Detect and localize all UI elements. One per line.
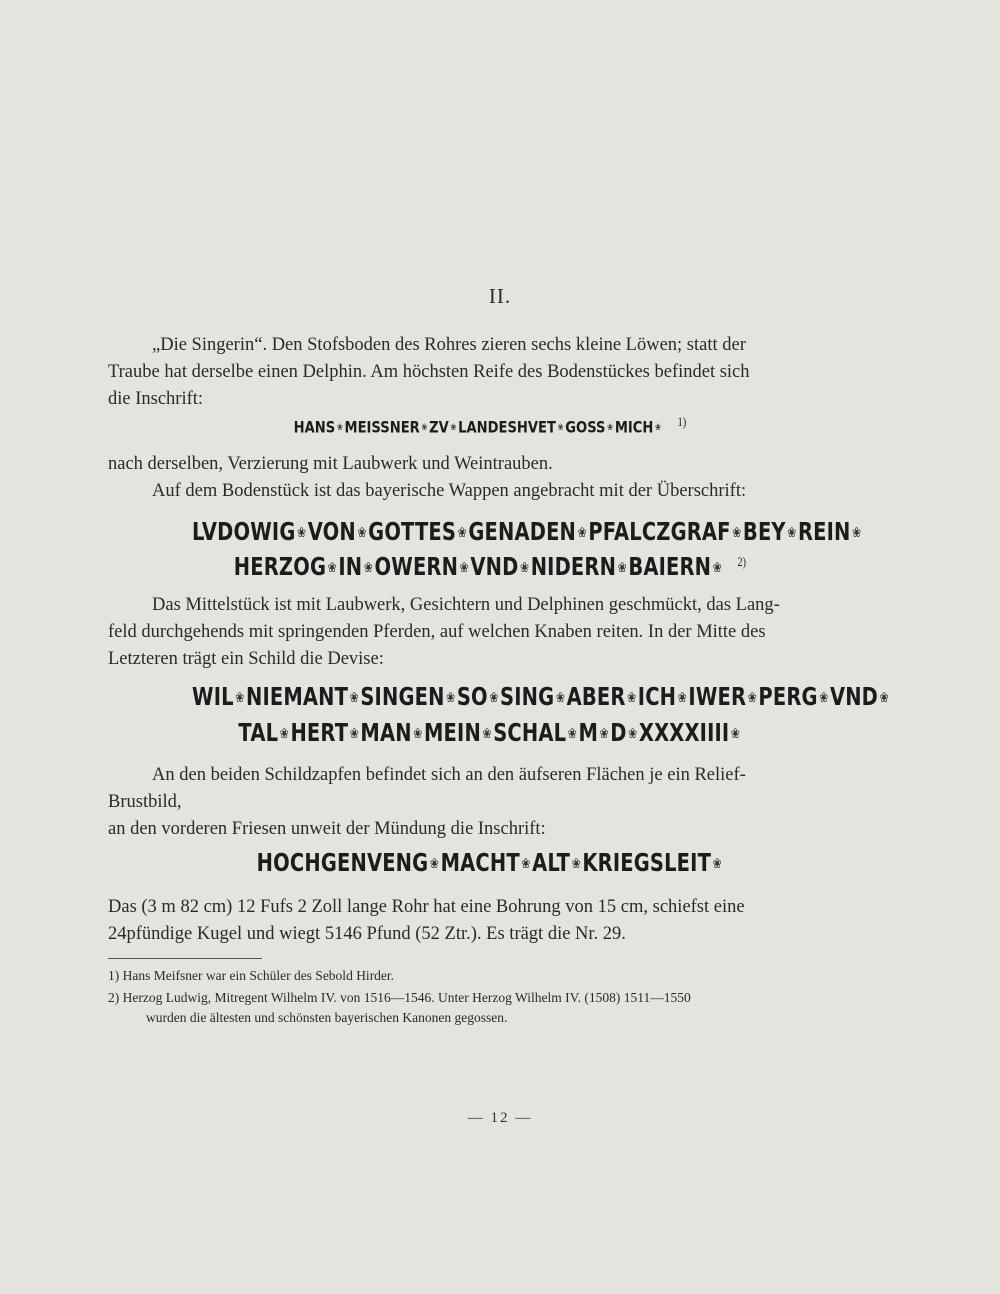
inscription-word: VND: [829, 682, 879, 711]
inscription-word: LANDESHVET: [458, 417, 556, 437]
ornament-separator-icon: ❀: [459, 560, 469, 576]
inscription-devise-line2: [192, 718, 788, 747]
ornament-separator-icon: ❀: [521, 856, 531, 872]
inscription-word: GOSS: [565, 417, 606, 437]
ornament-separator-icon: ❀: [457, 525, 467, 541]
ornament-separator-icon: ❀: [446, 690, 456, 706]
ornament-separator-icon: ❀: [336, 422, 343, 433]
inscription-word: IN: [338, 552, 363, 581]
inscription-word: BAIERN: [628, 552, 712, 581]
inscription-word: TAL: [238, 718, 279, 747]
ornament-separator-icon: ❀: [571, 856, 581, 872]
ornament-separator-icon: ❀: [357, 525, 367, 541]
inscription-word: ZV: [429, 417, 449, 437]
text-line: „Die Singerin“. Den Stofsboden des Rohres zieren sechs kleine Löwen; statt der: [152, 335, 746, 355]
inscription-word: REIN: [797, 517, 851, 546]
inscription-word: NIEMANT: [245, 682, 349, 711]
ornament-separator-icon: ❀: [519, 560, 530, 576]
text-line: Traube hat derselbe einen Delphin. Am höchsten Reife des Bodenstückes befindet sich: [108, 362, 750, 382]
text-line: nach derselben, Verzierung mit Laubwerk und Weintrauben.: [108, 454, 553, 474]
inscription-word: VON: [307, 517, 356, 546]
ornament-separator-icon: ❀: [819, 690, 829, 706]
inscription-word: XXXXIIII: [638, 718, 730, 747]
ornament-separator-icon: ❀: [787, 525, 797, 541]
inscription-lvdowig-line2: [192, 552, 788, 581]
ornament-separator-icon: ❀: [712, 560, 722, 576]
paragraph-schildzapfen: [108, 762, 872, 843]
paragraph-mittelstueck: [108, 592, 872, 673]
paragraph-bodenstueck: [108, 478, 872, 505]
footnote-1: 1) Hans Meifsner war ein Schüler des Sebold Hirder.: [108, 968, 395, 983]
text-line: Brustbild,: [108, 792, 182, 812]
ornament-separator-icon: ❀: [627, 690, 637, 706]
ornament-separator-icon: ❀: [655, 422, 662, 433]
page-number: — 12 —: [467, 1110, 533, 1126]
paragraph-singerin: [108, 332, 872, 413]
ornament-separator-icon: ❀: [712, 856, 722, 872]
ornament-separator-icon: ❀: [482, 726, 492, 742]
ornament-separator-icon: ❀: [607, 422, 614, 433]
inscription-word: PERG: [758, 682, 818, 711]
inscription-word: M: [578, 718, 599, 747]
inscription-word: KRIEGSLEIT: [582, 848, 712, 877]
ornament-separator-icon: ❀: [879, 690, 889, 706]
ornament-separator-icon: ❀: [450, 422, 457, 433]
inscription-word: IWER: [688, 682, 747, 711]
ornament-separator-icon: ❀: [235, 690, 245, 706]
ornament-separator-icon: ❀: [327, 560, 337, 576]
ornament-separator-icon: ❀: [730, 726, 741, 742]
inscription-word: HERT: [290, 718, 349, 747]
footnote-reference: 1): [677, 414, 687, 429]
ornament-separator-icon: ❀: [429, 856, 440, 872]
inscription-word: SING: [500, 682, 555, 711]
inscription-word: LVDOWIG: [192, 517, 296, 546]
footnote-2: 2) Herzog Ludwig, Mitregent Wilhelm IV. von 1516—1546. Unter Herzog Wilhelm IV. (1508) 1511—1550: [108, 990, 691, 1005]
ornament-separator-icon: ❀: [677, 690, 687, 706]
ornament-separator-icon: ❀: [567, 726, 577, 742]
ornament-separator-icon: ❀: [489, 690, 499, 706]
inscription-word: PFALCZGRAF: [588, 517, 731, 546]
inscription-word: VND: [470, 552, 519, 581]
text-line: An den beiden Schildzapfen befindet sich an den äufseren Flächen je ein Relief-: [152, 765, 746, 785]
ornament-separator-icon: ❀: [349, 726, 359, 742]
inscription-word: MICH: [614, 417, 654, 437]
ornament-separator-icon: ❀: [279, 726, 289, 742]
inscription-word: SINGEN: [360, 682, 445, 711]
footnote-reference: 2): [737, 553, 747, 569]
ornament-separator-icon: ❀: [747, 690, 757, 706]
ornament-separator-icon: ❀: [628, 726, 638, 742]
inscription-word: MEIN: [423, 718, 481, 747]
ornament-separator-icon: ❀: [732, 525, 742, 541]
ornament-separator-icon: ❀: [557, 422, 564, 433]
inscription-hochgenveng: [192, 848, 788, 877]
inscription-word: GENADEN: [468, 517, 577, 546]
text-line: Auf dem Bodenstück ist das bayerische Wappen angebracht mit der Überschrift:: [152, 481, 747, 501]
inscription-word: HANS: [293, 417, 336, 437]
ornament-separator-icon: ❀: [363, 560, 373, 576]
ornament-separator-icon: ❀: [599, 726, 609, 742]
text-line: 24pfündige Kugel und wiegt 5146 Pfund (52 Ztr.). Es trägt die Nr. 29.: [108, 924, 626, 944]
inscription-word: OWERN: [374, 552, 459, 581]
inscription-word: MAN: [360, 718, 412, 747]
footnote-2-continued: wurden die ältesten und schönsten bayerischen Kanonen gegossen.: [146, 1010, 508, 1025]
paragraph-verzierung: [108, 451, 872, 478]
footnote-separator: [108, 958, 262, 959]
text-line: Das (3 m 82 cm) 12 Fufs 2 Zoll lange Rohr hat eine Bohrung von 15 cm, schiefst eine: [108, 897, 745, 917]
inscription-word: SO: [456, 682, 488, 711]
text-line: feld durchgehends mit springenden Pferden, auf welchen Knaben reiten. In der Mitte des: [108, 622, 766, 642]
ornament-separator-icon: ❀: [297, 525, 307, 541]
inscription-word: D: [610, 718, 627, 747]
inscription-word: MEISSNER: [344, 417, 420, 437]
inscription-word: ABER: [566, 682, 626, 711]
ornament-separator-icon: ❀: [413, 726, 423, 742]
section-heading: II.: [488, 284, 512, 308]
text-line: Letzteren trägt ein Schild die Devise:: [108, 649, 384, 669]
text-line: Das Mittelstück ist mit Laubwerk, Gesichtern und Delphinen geschmückt, das Lang-: [152, 595, 780, 615]
ornament-separator-icon: ❀: [852, 525, 862, 541]
inscription-word: HOCHGENVENG: [256, 848, 429, 877]
inscription-word: MACHT: [440, 848, 520, 877]
inscription-word: BEY: [742, 517, 786, 546]
inscription-word: NIDERN: [530, 552, 617, 581]
inscription-word: ICH: [637, 682, 677, 711]
inscription-word: GOTTES: [368, 517, 457, 546]
text-line: an den vorderen Friesen unweit der Mündung die Inschrift:: [108, 819, 546, 839]
inscription-devise-line1: [192, 682, 889, 711]
ornament-separator-icon: ❀: [617, 560, 627, 576]
inscription-word: SCHAL: [493, 718, 567, 747]
inscription-lvdowig-line1: [192, 517, 862, 546]
inscription-word: ALT: [532, 848, 571, 877]
inscription-word: WIL: [192, 682, 234, 711]
text-line: die Inschrift:: [108, 389, 204, 409]
ornament-separator-icon: ❀: [577, 525, 587, 541]
paragraph-rohr: [108, 894, 872, 948]
inscription-word: HERZOG: [233, 552, 327, 581]
ornament-separator-icon: ❀: [421, 422, 428, 433]
ornament-separator-icon: ❀: [555, 690, 566, 706]
ornament-separator-icon: ❀: [349, 690, 359, 706]
inscription-hans-meissner: [177, 414, 803, 436]
